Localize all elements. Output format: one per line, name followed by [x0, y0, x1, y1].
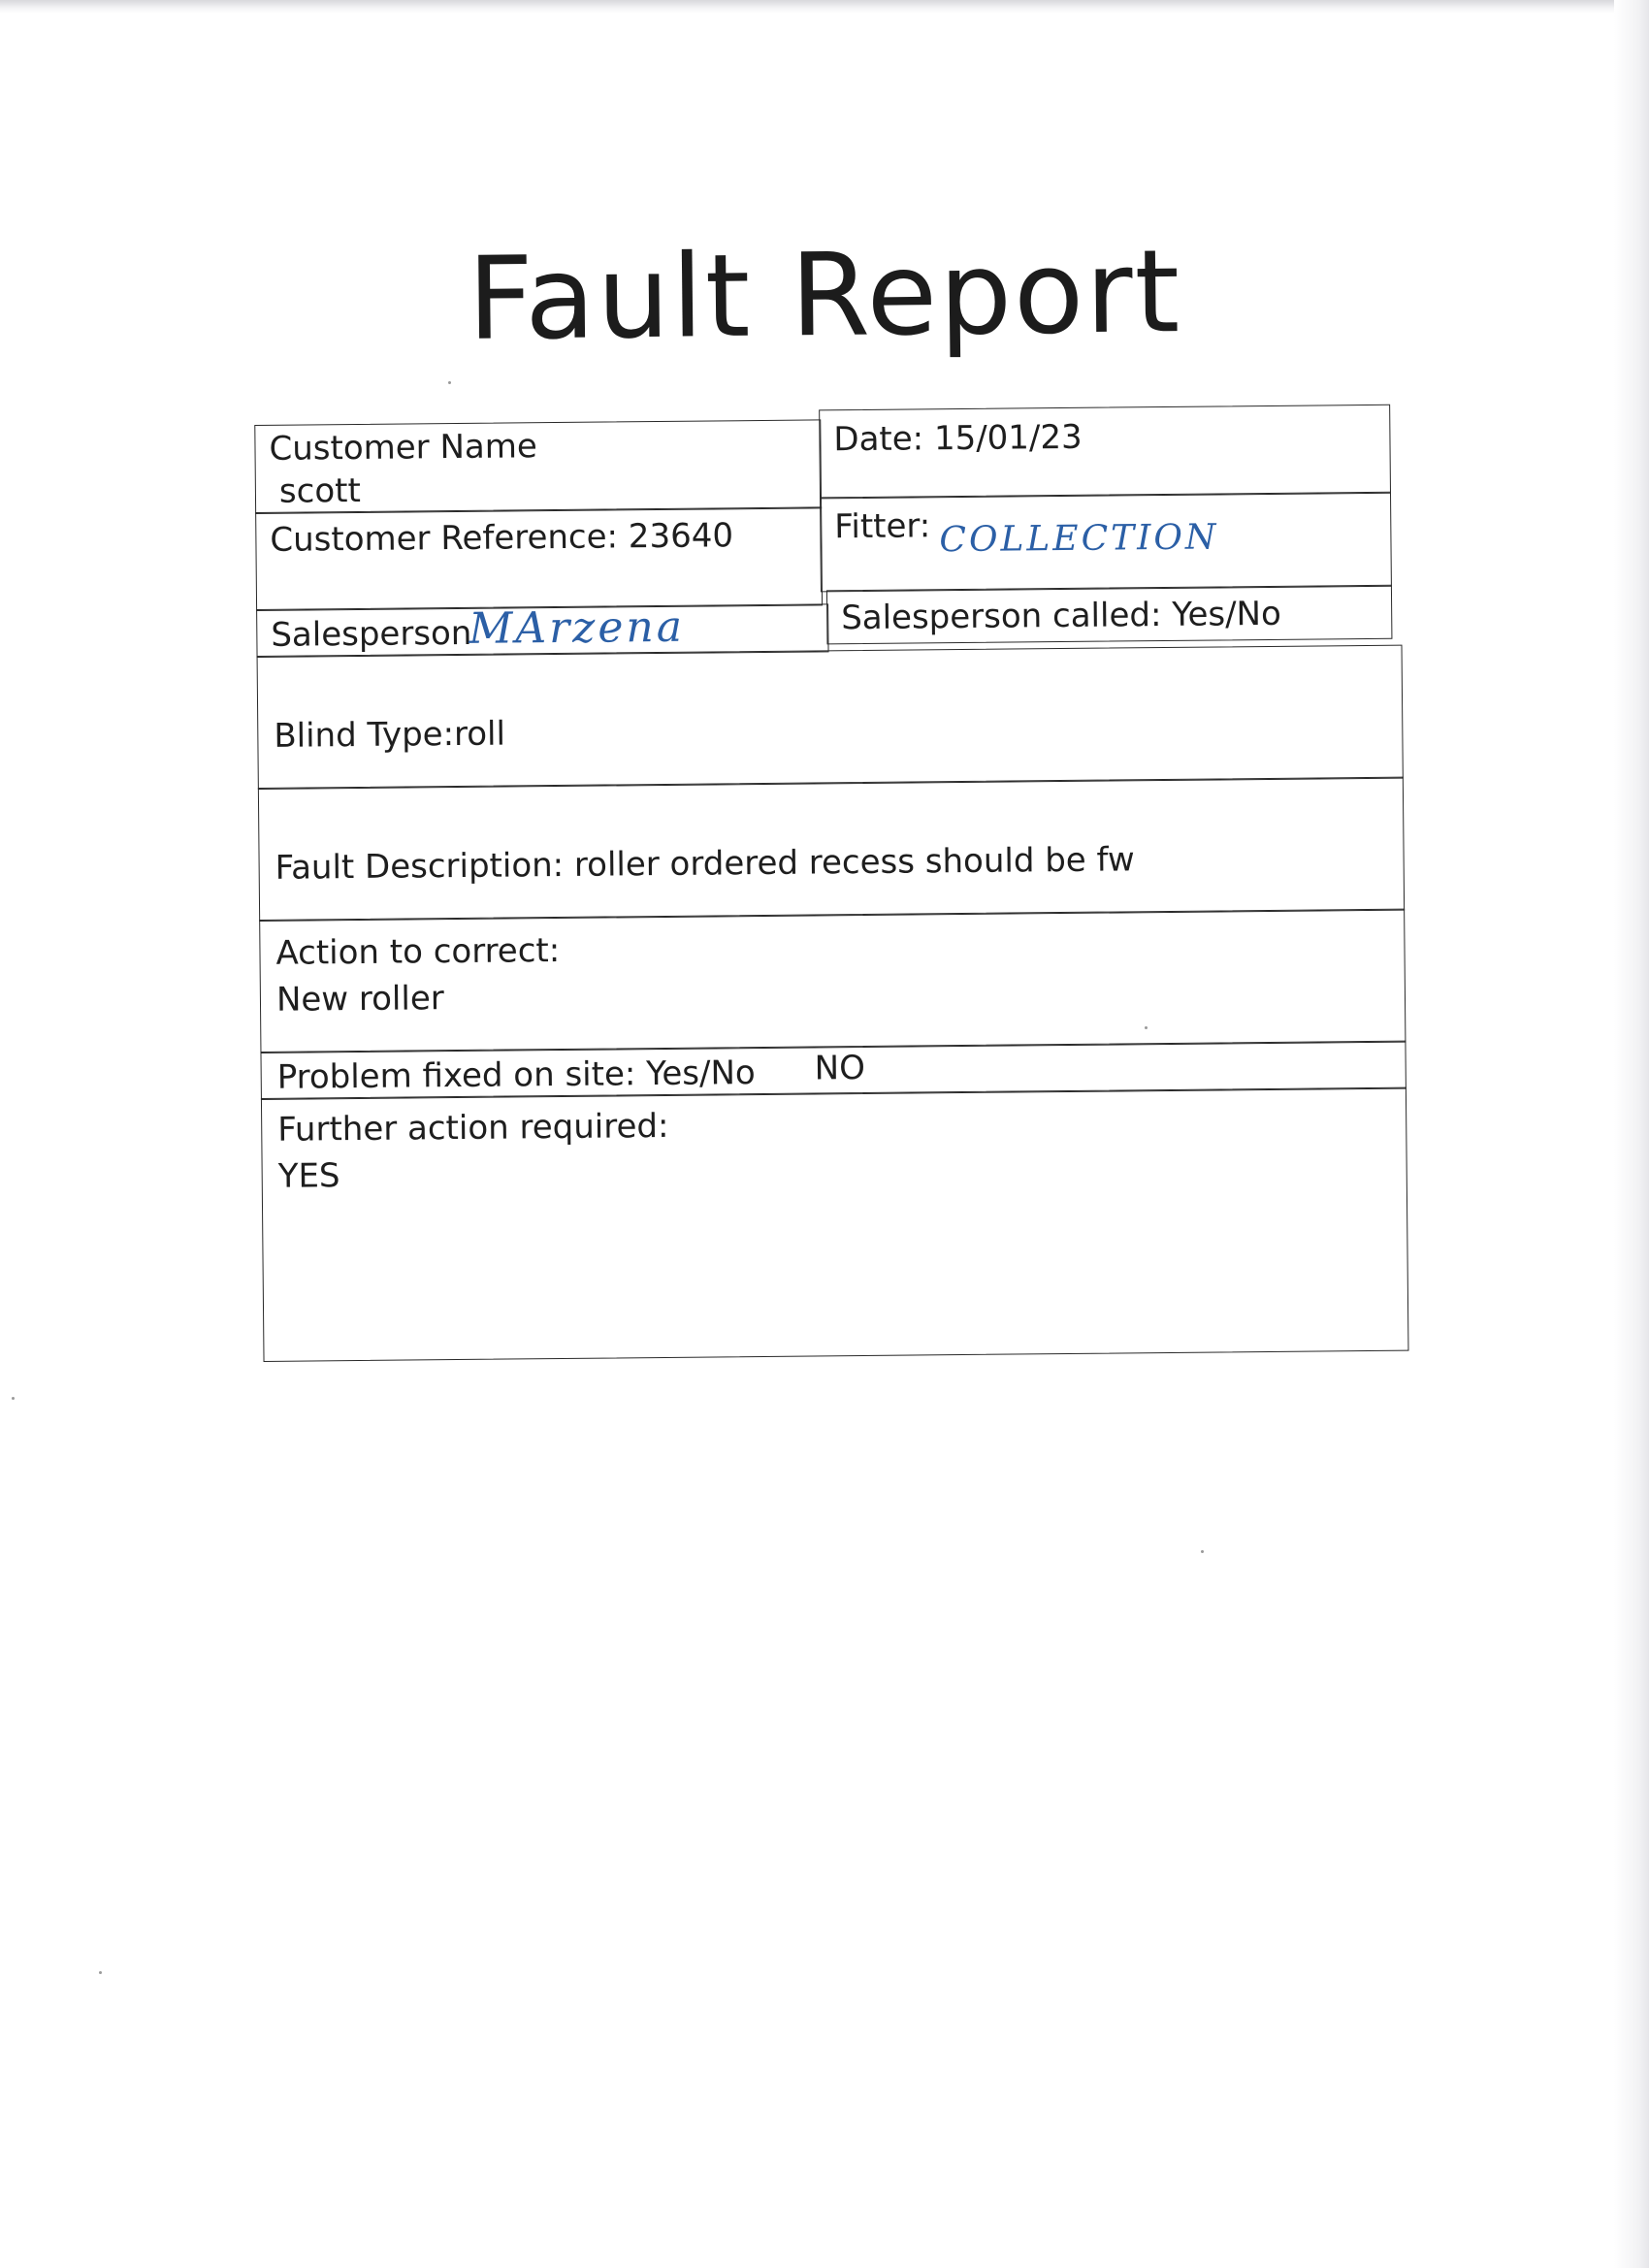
fitter-label: Fitter: [834, 506, 931, 547]
fitter-cell [820, 492, 1392, 593]
customer-name-value: scott [278, 470, 361, 511]
action-to-correct-cell [259, 909, 1406, 1053]
blind-type-label: Blind Type:roll [274, 714, 506, 756]
fault-description-label: Fault Description: roller ordered recess should be fw [275, 840, 1135, 888]
salesperson-label: Salesperson [271, 613, 472, 655]
date-label: Date: 15/01/23 [833, 417, 1083, 460]
blind-type-cell [257, 645, 1404, 790]
salesperson-handwritten-value: MArzena [469, 601, 686, 654]
fault-description-cell [258, 777, 1405, 922]
further-action-cell [261, 1087, 1409, 1362]
further-action-value: YES [277, 1156, 340, 1196]
further-action-label: Further action required: [277, 1106, 669, 1150]
customer-name-label: Customer Name [269, 427, 537, 469]
fitter-handwritten-value: COLLECTION [939, 517, 1219, 561]
action-to-correct-label: Action to correct: [275, 931, 561, 973]
customer-name-cell [254, 419, 822, 514]
scan-speck [1201, 1550, 1204, 1553]
salesperson-cell [256, 603, 828, 658]
customer-reference-cell [255, 506, 823, 611]
problem-fixed-value: NO [814, 1048, 866, 1088]
scan-edge-top [0, 0, 1649, 14]
fault-report-form [254, 387, 1400, 1329]
customer-reference-label: Customer Reference: 23640 [270, 516, 734, 560]
scan-speck [99, 1971, 102, 1974]
scan-speck [12, 1397, 15, 1400]
problem-fixed-label: Problem fixed on site: Yes/No [276, 1053, 756, 1097]
document-title: Fault Report [467, 224, 1182, 366]
salesperson-called-cell [826, 585, 1393, 645]
scan-speck [448, 381, 451, 384]
date-cell [819, 405, 1391, 500]
salesperson-called-label: Salesperson called: Yes/No [841, 594, 1281, 638]
action-to-correct-value: New roller [275, 979, 444, 1020]
